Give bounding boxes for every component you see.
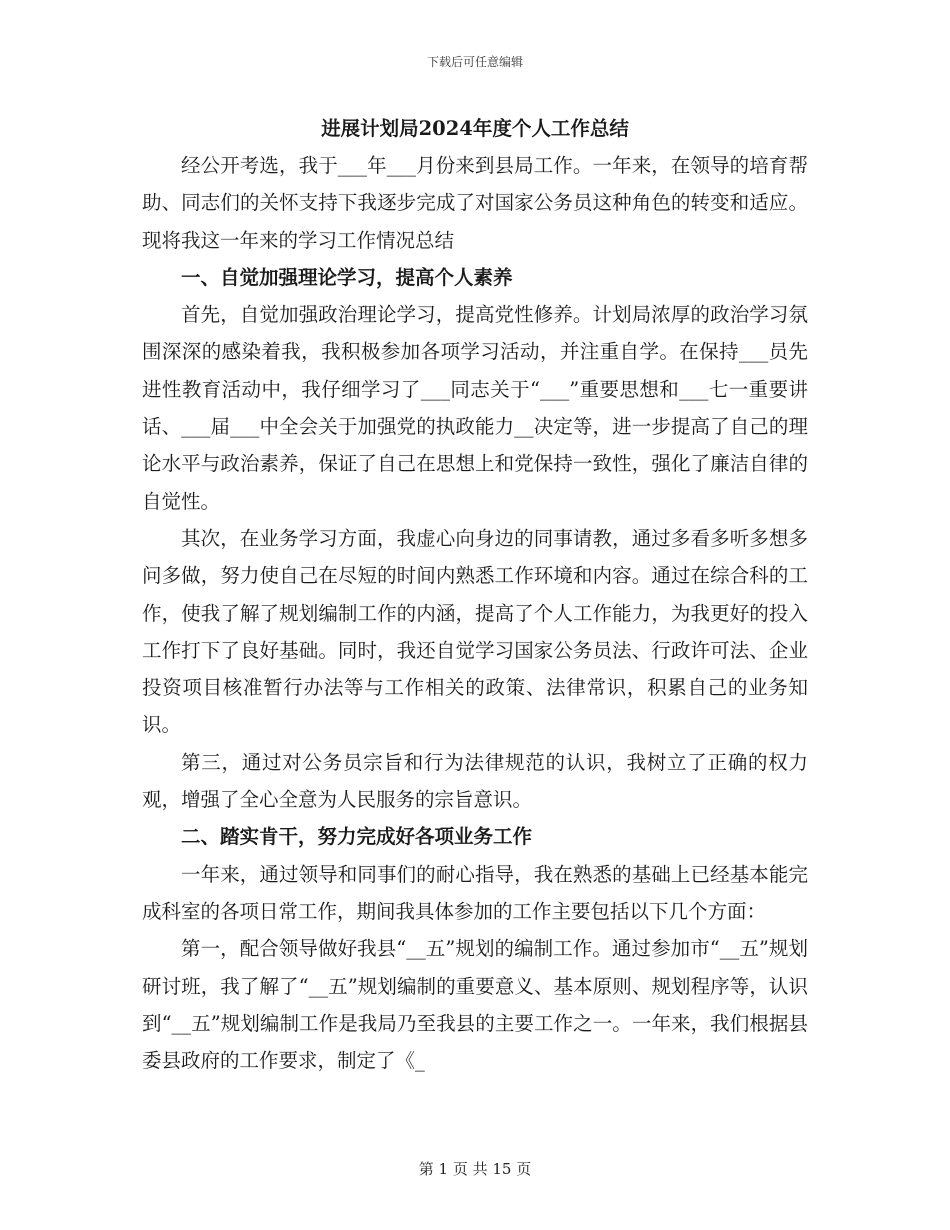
paragraph-civil-servant: 第三，通过对公务员宗旨和行为法律规范的认识，我树立了正确的权力观，增强了全心全意为人民服务的宗旨意识。 [142,750,808,812]
paragraph-planning-work: 第一，配合领导做好我县“__五”规划的编制工作。通过参加市“__五”规划研讨班，我了解了“__五”规划编制的重要意义、基本原则、规划程序等，认识到“__五”规划编制工作是我局乃至我县的主要工作之一。一年来，我们根据县委县政府的工作要求，制定了《_ [142,937,808,1073]
paragraph-business-study: 其次，在业务学习方面，我虚心向身边的同事请教，通过多看多听多想多问多做，努力使自己在尽短的时间内熟悉工作环境和内容。通过在综合科的工作，使我了解了规划编制工作的内涵，提高了个人工作能力，为我更好的投入工作打下了良好基础。同时，我还自觉学习国家公务员法、行政许可法、企业投资项目核准暂行办法等与工作相关的政策、法律常识，积累自己的业务知识。 [142,526,808,737]
page-header: 下载后可任意编辑 [426,55,523,69]
paragraph-theory-study: 首先，自觉加强政治理论学习，提高党性修养。计划局浓厚的政治学习氛围深深的感染着我，我积极参加各项学习活动，并注重自学。在保持___员先进性教育活动中，我仔细学习了___同志关于“___”重要思想和___七一重要讲话、___届___中全会关于加强党的执政能力__决定等，进一步提高了自己的理论水平与政治素养，保证了自己在思想上和党保持一致性，强化了廉洁自律的自觉性。 [142,303,808,513]
document-title: 进展计划局2024年度个人工作总结 [321,117,629,140]
document-body [142,110,808,1079]
section-heading-2: 二、踏实肯干，努力完成好各项业务工作 [181,825,533,849]
page-footer: 第 1 页 共 15 页 [418,1160,532,1178]
paragraph-work-overview: 一年来，通过领导和同事们的耐心指导，我在熟悉的基础上已经基本能完成科室的各项日常工作，期间我具体参加的工作主要包括以下几个方面： [142,862,808,923]
paragraph-intro: 经公开考选，我于___年___月份来到县局工作。一年来，在领导的培育帮助、同志们的关怀支持下我逐步完成了对国家公务员这种角色的转变和适应。现将我这一年来的学习工作情况总结 [142,154,808,252]
section-heading-1: 一、自觉加强理论学习，提高个人素养 [181,265,513,289]
